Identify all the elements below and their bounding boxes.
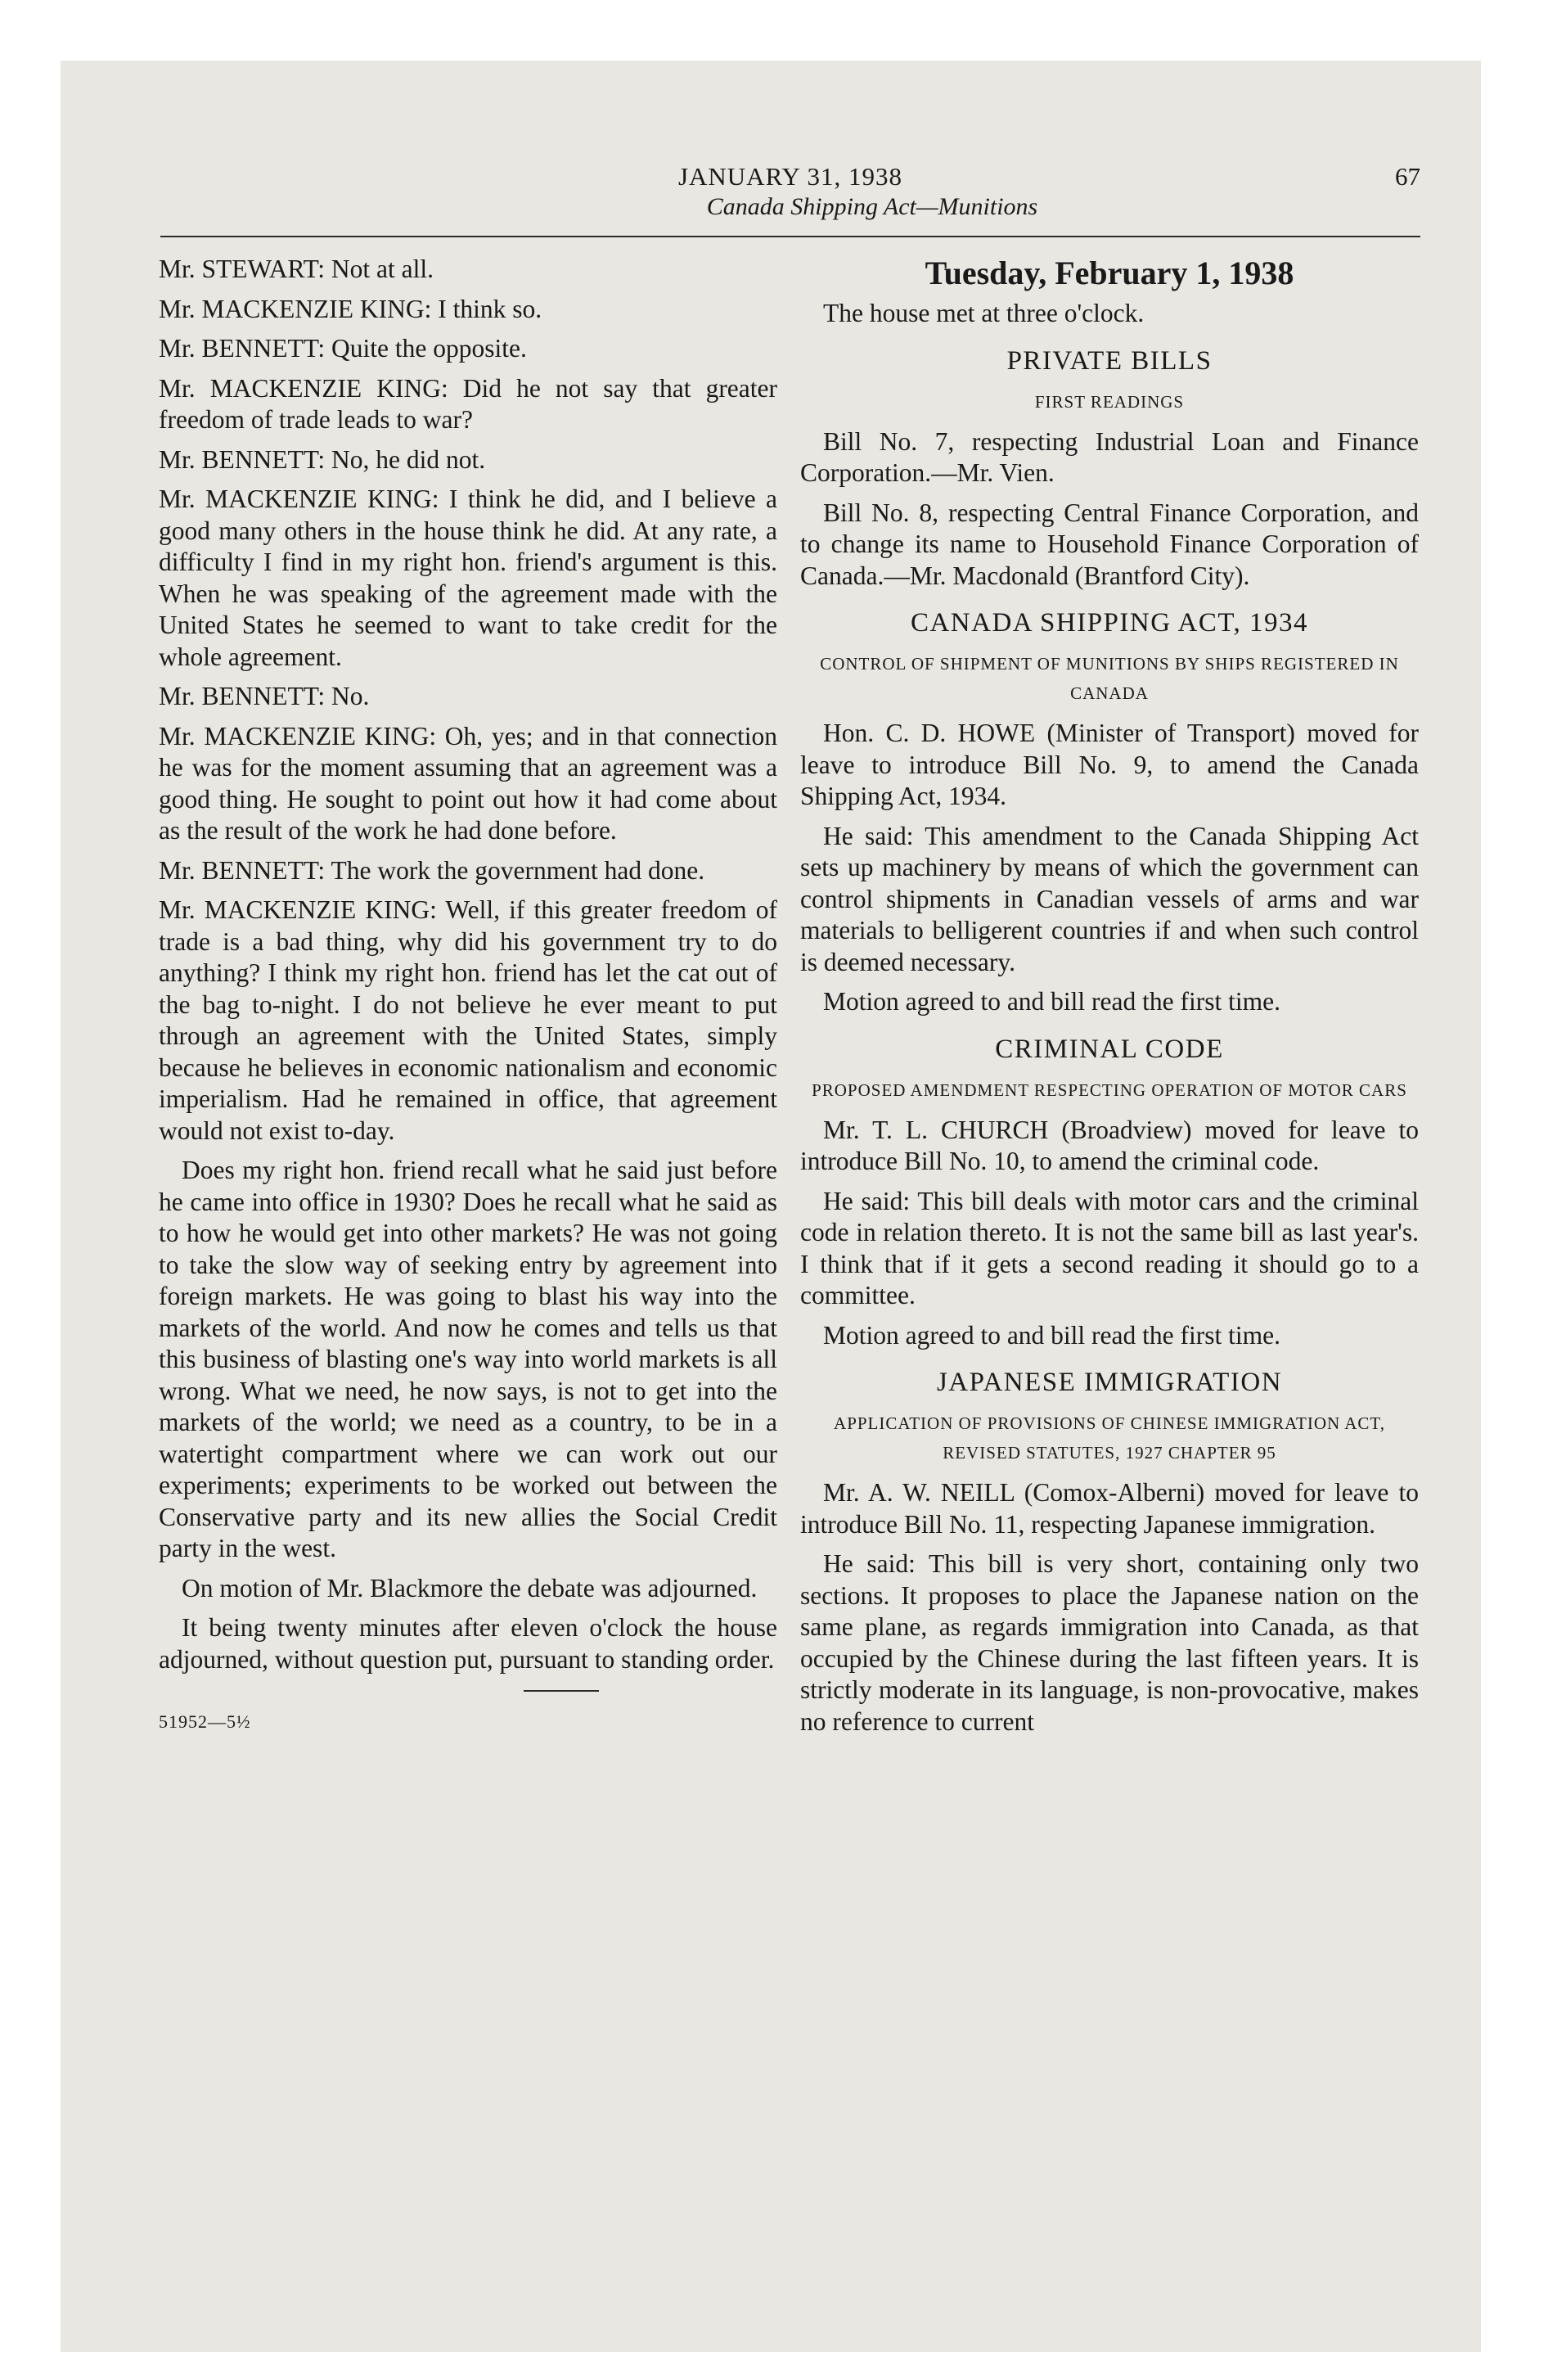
section-paragraph: He said: This amendment to the Canada Shipping Act sets up machinery by means of which the government can control shipments in Canadian vessels of arms and war materials to belligerent countries if and when such control is deemed necessary. (800, 821, 1419, 976)
speech-paragraph: Mr. STEWART: Not at all. (159, 255, 434, 283)
shipping-act-paragraphs (800, 718, 1419, 1018)
speech-paragraph: On motion of Mr. Blackmore the debate was adjourned. (182, 1573, 758, 1602)
section-paragraph: Hon. C. D. HOWE (Minister of Transport) moved for leave to introduce Bill No. 9, to amend the Canada Shipping Act, 1934. (800, 719, 1419, 810)
section-paragraph: Motion agreed to and bill read the first time. (823, 987, 1280, 1016)
criminal-code-paragraphs (800, 1115, 1419, 1352)
section-paragraph: Mr. A. W. NEILL (Comox-Alberni) moved for leave to introduce Bill No. 11, respecting Japanese immigration. (800, 1478, 1419, 1539)
section-paragraph: He said: This bill deals with motor cars and the criminal code in relation thereto. It is not the same bill as last year's. I think that if it gets a second reading it should go to a committee. (800, 1186, 1419, 1309)
speech-paragraph: Mr. MACKENZIE KING: Did he not say that greater freedom of trade leads to war? (159, 373, 777, 434)
section-title-japanese-immigration: JAPANESE IMMIGRATION (936, 1368, 1283, 1397)
subtitle-first-readings: FIRST READINGS (1034, 391, 1185, 412)
section-title-private-bills: PRIVATE BILLS (1006, 345, 1213, 376)
speech-paragraph: Does my right hon. friend recall what he said just before he came into office in 1930? Does he recall what he said as to how he would get into other markets? He was not going to take the slow way of seeking entry by agreement into foreign markets. He was going to blast his way into the markets of the world. And now he comes and tells us that this business of blasting one's way into world markets is all wrong. What we need, he now says, is not to get into the markets of the world; we need as a country, to be in a watertight compartment where we can work out our experiments; experiments to be worked out between the Conservative party and its new allies the Social Credit party in the west. (159, 1156, 777, 1562)
japanese-immigration-paragraphs (800, 1477, 1419, 1738)
page-number: 67 (1395, 162, 1420, 191)
opening-statement: The house met at three o'clock. (823, 299, 1145, 327)
private-bills-paragraphs (800, 426, 1419, 593)
section-paragraph: He said: This bill is very short, containing only two sections. It proposes to place the Japanese nation on the same plane, as regards immigration into Canada, as that occupied by the Chinese during the last fifteen years. It is strictly moderate in its language, is non-provocative, makes no reference to current (800, 1549, 1419, 1736)
right-column (800, 254, 1419, 1746)
section-paragraph: Mr. T. L. CHURCH (Broadview) moved for leave to introduce Bill No. 10, to amend the criminal code. (800, 1115, 1419, 1175)
speech-paragraph: Mr. BENNETT: The work the government had done. (159, 855, 705, 885)
sitting-day-title: Tuesday, February 1, 1938 (925, 255, 1294, 291)
section-title-shipping-act: CANADA SHIPPING ACT, 1934 (910, 608, 1309, 638)
section-paragraph: Bill No. 8, respecting Central Finance Corporation, and to change its name to Household Finance Corporation of Canada.—Mr. Macdonald (Brantford City). (800, 498, 1419, 590)
page-sheet (61, 61, 1481, 2352)
speech-paragraph: Mr. MACKENZIE KING: Well, if this greater freedom of trade is a bad thing, why did his government try to do anything? I think my right hon. friend has let the cat out of the bag to-night. I do not believe he ever meant to put through an agreement with the United States, simply because he believes in economic nationalism and economic imperialism. Had he remained in office, that agreement would not exist to-day. (159, 895, 777, 1145)
subtitle-japanese-immigration: APPLICATION OF PROVISIONS OF CHINESE IMMIGRATION ACT, REVISED STATUTES, 1927 CHAPTER 95 (834, 1413, 1385, 1463)
speech-paragraph: Mr. MACKENZIE KING: Oh, yes; and in that connection he was for the moment assuming that an agreement was a good thing. He sought to point out how it had come about as the result of the work he had done before. (159, 721, 777, 845)
speech-paragraph: Mr. BENNETT: Quite the opposite. (159, 334, 527, 363)
speech-paragraph: It being twenty minutes after eleven o'clock the house adjourned, without question put, pursuant to standing order. (159, 1613, 777, 1674)
section-paragraph: Bill No. 7, respecting Industrial Loan and Finance Corporation.—Mr. Vien. (800, 426, 1419, 487)
left-paragraphs (159, 254, 777, 1675)
closing-rule (524, 1690, 599, 1692)
header-date: JANUARY 31, 1938 (677, 162, 903, 191)
left-column (159, 254, 777, 1738)
section-title-criminal-code: CRIMINAL CODE (995, 1034, 1224, 1064)
speech-paragraph: Mr. MACKENZIE KING: I think he did, and I believe a good many others in the house think he did. At any rate, a difficulty I find in my right hon. friend's argument is this. When he was speaking of the agreement made with the United States he seemed to want to take credit for the whole agreement. (159, 485, 777, 671)
section-paragraph: Motion agreed to and bill read the first time. (823, 1320, 1280, 1350)
speech-paragraph: Mr. MACKENZIE KING: I think so. (159, 294, 542, 323)
header-rule (160, 236, 1420, 237)
speech-paragraph: Mr. BENNETT: No, he did not. (159, 444, 486, 474)
subtitle-criminal-code: PROPOSED AMENDMENT RESPECTING OPERATION OF MOTOR CARS (812, 1080, 1407, 1100)
printer-footnote: 51952—5½ (159, 1711, 251, 1732)
speech-paragraph: Mr. BENNETT: No. (159, 682, 370, 710)
page-header (160, 97, 1420, 220)
subtitle-shipping-act: CONTROL OF SHIPMENT OF MUNITIONS BY SHIPS REGISTERED IN CANADA (820, 654, 1399, 703)
header-subtitle: Canada Shipping Act—Munitions (706, 193, 1038, 220)
